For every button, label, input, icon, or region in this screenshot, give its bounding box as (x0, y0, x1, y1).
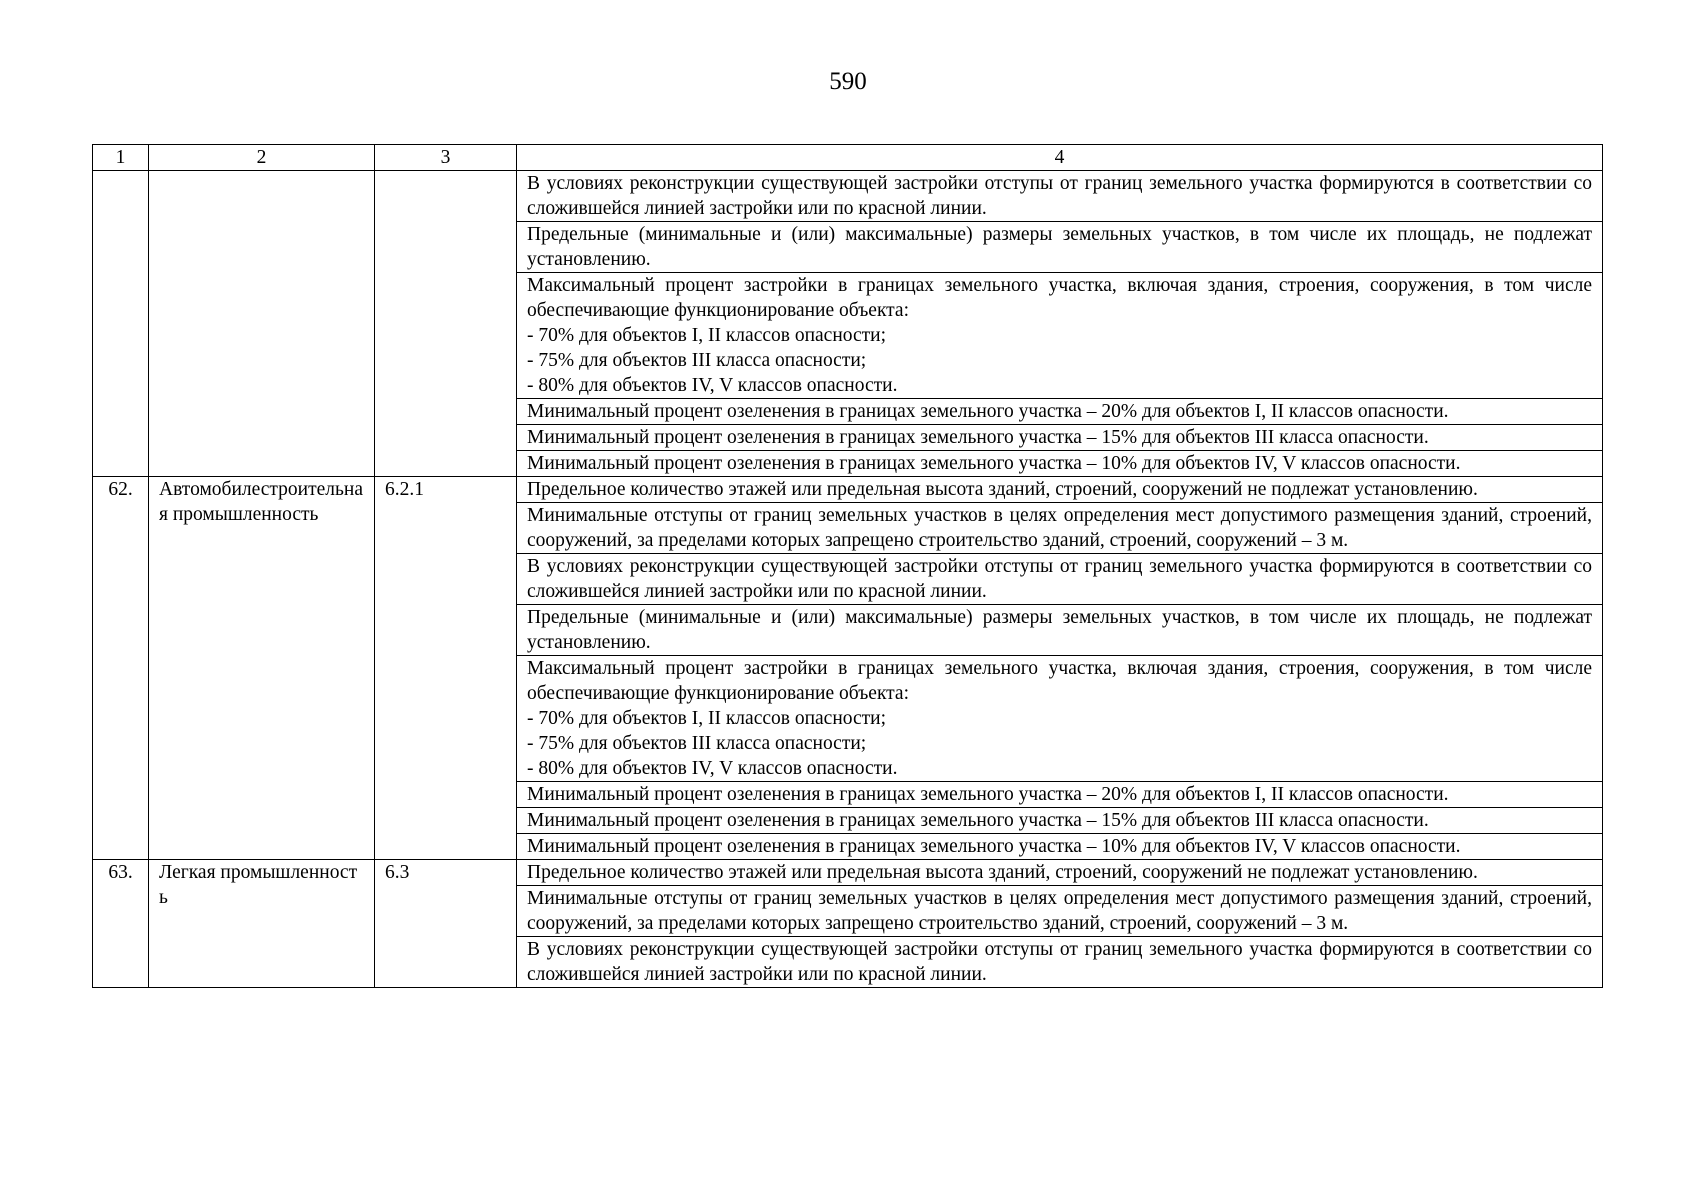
rule-list-item: - 80% для объектов IV, V классов опасности. (527, 375, 898, 396)
rule-cell: Предельное количество этажей или предельная высота зданий, строений, сооружений не подлежат установлению. (517, 477, 1603, 503)
rule-cell: Минимальный процент озеленения в границах земельного участка – 20% для объектов I, II классов опасности. (517, 782, 1603, 808)
header-col-4: 4 (517, 145, 1603, 171)
use-name-cell: Автомобилестроительная промышленность (149, 477, 375, 860)
rule-cell: Минимальный процент озеленения в границах земельного участка – 10% для объектов IV, V классов опасности. (517, 451, 1603, 477)
rule-cell: Предельные (минимальные и (или) максимальные) размеры земельных участков, в том числе их площадь, не подлежат установлению. (517, 222, 1603, 273)
rule-cell: Минимальный процент озеленения в границах земельного участка – 10% для объектов IV, V классов опасности. (517, 834, 1603, 860)
rule-list-item: - 75% для объектов III класса опасности; (527, 350, 867, 371)
row-number-cell (93, 171, 149, 477)
table-row (93, 860, 1603, 886)
row-number-cell: 62. (93, 477, 149, 860)
rule-list-item: - 70% для объектов I, II классов опасности; (527, 708, 887, 729)
header-col-2: 2 (149, 145, 375, 171)
rule-cell: Минимальные отступы от границ земельных участков в целях определения мест допустимого размещения зданий, строений, сооружений, за пределами которых запрещено строительство зданий, строений, сооружений – 3 м. (517, 503, 1603, 554)
rule-cell (517, 273, 1603, 399)
rule-list-item: - 75% для объектов III класса опасности; (527, 733, 867, 754)
rule-cell: Минимальный процент озеленения в границах земельного участка – 15% для объектов III класса опасности. (517, 425, 1603, 451)
rule-text: Максимальный процент застройки в границах земельного участка, включая здания, строения, сооружения, в том числе обеспечивающие функционирование объекта: (527, 275, 1592, 321)
rule-list-item: - 80% для объектов IV, V классов опасности. (527, 758, 898, 779)
rule-cell: Минимальный процент озеленения в границах земельного участка – 20% для объектов I, II классов опасности. (517, 399, 1603, 425)
table-body (93, 171, 1603, 988)
use-name-cell: Легкая промышленность (149, 860, 375, 988)
rule-cell: В условиях реконструкции существующей застройки отступы от границ земельного участка формируются в соответствии со сложившейся линией застройки или по красной линии. (517, 554, 1603, 605)
use-code-cell: 6.3 (375, 860, 517, 988)
page-number: 590 (829, 68, 867, 95)
rule-cell: Минимальный процент озеленения в границах земельного участка – 15% для объектов III класса опасности. (517, 808, 1603, 834)
header-col-1: 1 (93, 145, 149, 171)
use-code-cell: 6.2.1 (375, 477, 517, 860)
rule-list-item: - 70% для объектов I, II классов опасности; (527, 325, 887, 346)
rule-cell: Предельные (минимальные и (или) максимальные) размеры земельных участков, в том числе их площадь, не подлежат установлению. (517, 605, 1603, 656)
rule-cell: Минимальные отступы от границ земельных участков в целях определения мест допустимого размещения зданий, строений, сооружений, за пределами которых запрещено строительство зданий, строений, сооружений – 3 м. (517, 886, 1603, 937)
rule-cell: В условиях реконструкции существующей застройки отступы от границ земельного участка формируются в соответствии со сложившейся линией застройки или по красной линии. (517, 171, 1603, 222)
rule-cell: В условиях реконструкции существующей застройки отступы от границ земельного участка формируются в соответствии со сложившейся линией застройки или по красной линии. (517, 937, 1603, 988)
regulations-table (92, 144, 1603, 988)
use-name-cell (149, 171, 375, 477)
table-row (93, 477, 1603, 503)
table-row (93, 171, 1603, 222)
row-number-cell: 63. (93, 860, 149, 988)
rule-cell (517, 656, 1603, 782)
rule-cell: Предельное количество этажей или предельная высота зданий, строений, сооружений не подлежат установлению. (517, 860, 1603, 886)
header-col-3: 3 (375, 145, 517, 171)
use-code-cell (375, 171, 517, 477)
header-row (93, 145, 1603, 171)
rule-text: Максимальный процент застройки в границах земельного участка, включая здания, строения, сооружения, в том числе обеспечивающие функционирование объекта: (527, 658, 1592, 704)
